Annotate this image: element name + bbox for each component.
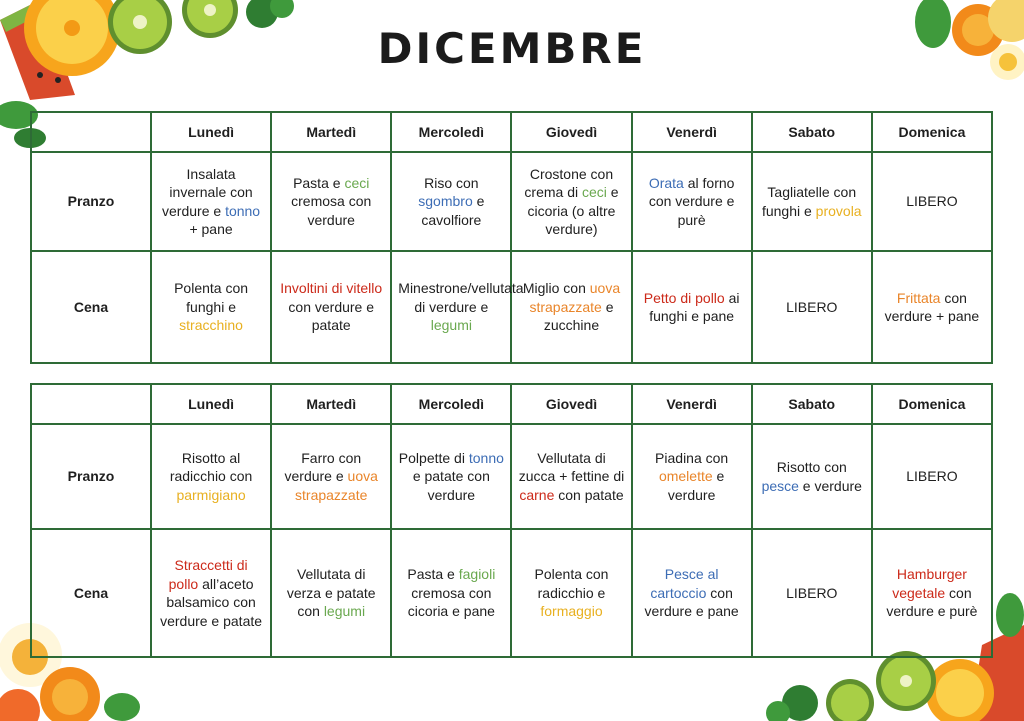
meal-text: cremosa con cicoria e pane [407,584,495,620]
meal-text: cremosa con verdure [291,193,372,228]
day-header-giovedi: Giovedì [511,112,631,152]
meal-cell [872,251,992,363]
food-highlight-green: fagioli [458,566,496,583]
meal-text: Crostone con crema di [524,165,614,200]
meal-text: Risotto al radicchio con [169,449,253,485]
food-highlight-blue: Pesce al cartoccio [650,566,719,601]
meal-label-cena: Cena [31,529,151,657]
food-highlight-red: Petto di pollo [643,289,725,306]
meal-label-cena: Cena [31,251,151,363]
food-highlight-red: Involtini di vitello [280,280,383,297]
food-highlight-orange: uova strapazzate [529,280,621,315]
food-highlight-orange: uova strapazzate [295,468,378,503]
meal-text: Pasta e [293,174,345,191]
meal-text: con verdure e purè [886,584,978,620]
meal-cell [151,251,271,363]
meal-cell [271,529,391,657]
day-header-martedi: Martedì [271,384,391,424]
meal-text: Polpette di [398,449,469,466]
food-highlight-green: ceci [344,174,370,191]
food-highlight-yellow: provola [815,202,862,219]
meal-cell [271,424,391,529]
pranzo-row [31,424,992,529]
meal-cell [752,529,872,657]
meal-cell [752,251,872,363]
meal-cell [511,529,631,657]
food-highlight-green: legumi [430,317,472,334]
meal-text: con verdure e patate [288,298,375,334]
corner-cell [31,112,151,152]
meal-text: e zucchine [543,298,614,334]
meal-text: Risotto con [776,459,847,475]
food-highlight-yellow: formaggio [540,603,603,620]
meal-text: all’aceto balsamico con verdure e patate [160,575,263,629]
day-header-venerdi: Venerdì [632,384,752,424]
meal-cell [391,424,511,529]
day-header-mercoledi: Mercoledì [391,384,511,424]
meal-text: Minestrone/vellutata di verdure e [398,280,524,315]
meal-text: al forno con verdure e purè [648,174,735,228]
food-highlight-blue: tonno [468,449,504,466]
week-2-menu-table [30,383,993,658]
meal-text: e cavolfiore [421,193,485,228]
meal-text: con verdure e pane [644,584,739,620]
food-highlight-blue: tonno [225,202,261,219]
food-highlight-red: Hamburger vegetale [892,566,967,601]
day-header-lunedi: Lunedì [151,384,271,424]
meal-cell [511,251,631,363]
day-header-sabato: Sabato [752,112,872,152]
meal-cell [632,424,752,529]
meal-text: LIBERO [906,193,958,210]
meal-cell [511,424,631,529]
meal-cell [752,424,872,529]
day-header-domenica: Domenica [872,384,992,424]
day-header-giovedi: Giovedì [511,384,631,424]
meal-text: Pasta e [407,566,459,583]
cena-row [31,529,992,657]
food-highlight-orange: Frittata [896,289,941,306]
food-highlight-blue: Orata [648,174,684,191]
day-header-domenica: Domenica [872,112,992,152]
week-1-menu-table [30,111,993,364]
meal-cell [391,251,524,363]
meal-text: Vellutata di zucca + fettine di [518,449,625,485]
meal-label-pranzo: Pranzo [31,152,151,251]
meal-text: Vellutata di verza e patate con [286,566,376,620]
meal-cell [872,424,992,529]
meal-cell [632,529,752,657]
meal-text: ai funghi e pane [649,289,740,324]
cena-row [31,251,992,363]
food-highlight-green: ceci [581,184,607,200]
day-header-row [31,112,992,152]
food-highlight-yellow: stracchino [179,317,243,334]
meal-cell [271,152,391,251]
meal-text: LIBERO [906,468,958,485]
meal-text: Tagliatelle con funghi e [761,184,857,219]
meal-text: Polenta con radicchio e [534,566,609,601]
meal-cell [391,152,511,251]
meal-text: e patate con verdure [412,468,490,503]
day-header-lunedi: Lunedì [151,112,271,152]
page-title: DICEMBRE [377,24,647,73]
meal-cell [151,529,271,657]
meal-text: LIBERO [786,584,838,601]
meal-cell [151,424,271,529]
meal-text: Farro con verdure e [284,449,362,485]
day-header-row [31,384,992,424]
food-highlight-green: legumi [323,603,366,620]
meal-text: Polenta con funghi e [174,280,249,315]
meal-text: Riso con [424,174,479,191]
food-highlight-blue: sgombro [418,193,473,210]
meal-label-pranzo: Pranzo [31,424,151,529]
food-highlight-blue: pesce [761,477,799,494]
day-header-sabato: Sabato [752,384,872,424]
day-header-martedi: Martedì [271,112,391,152]
meal-cell [752,152,872,251]
meal-text: con patate [554,486,624,503]
meal-cell [632,251,752,363]
meal-text: e verdure [667,468,725,503]
day-header-mercoledi: Mercoledì [391,112,511,152]
food-highlight-yellow: parmigiano [176,486,246,503]
food-highlight-red: carne [519,486,555,503]
meal-text: e verdure [798,477,862,494]
meal-text: LIBERO [786,298,838,315]
meal-cell [872,529,992,657]
meal-text: Miglio con [522,280,590,297]
food-highlight-orange: omelette [658,468,713,485]
meal-text: + pane [189,221,233,237]
food-highlight-red: Straccetti di pollo [168,557,248,592]
meal-cell [391,529,511,657]
corner-cell [31,384,151,424]
meal-text: Insalata invernale con verdure e [162,165,253,219]
day-header-venerdi: Venerdì [632,112,752,152]
meal-text: con verdure + pane [884,289,980,324]
meal-cell [151,152,271,251]
meal-text: Piadina con [655,449,729,466]
pranzo-row [31,152,992,251]
meal-cell [872,152,992,251]
meal-cell [511,152,631,251]
meal-cell [632,152,752,251]
meal-cell [271,251,391,363]
meal-text: e cicoria (o altre verdure) [527,184,619,237]
